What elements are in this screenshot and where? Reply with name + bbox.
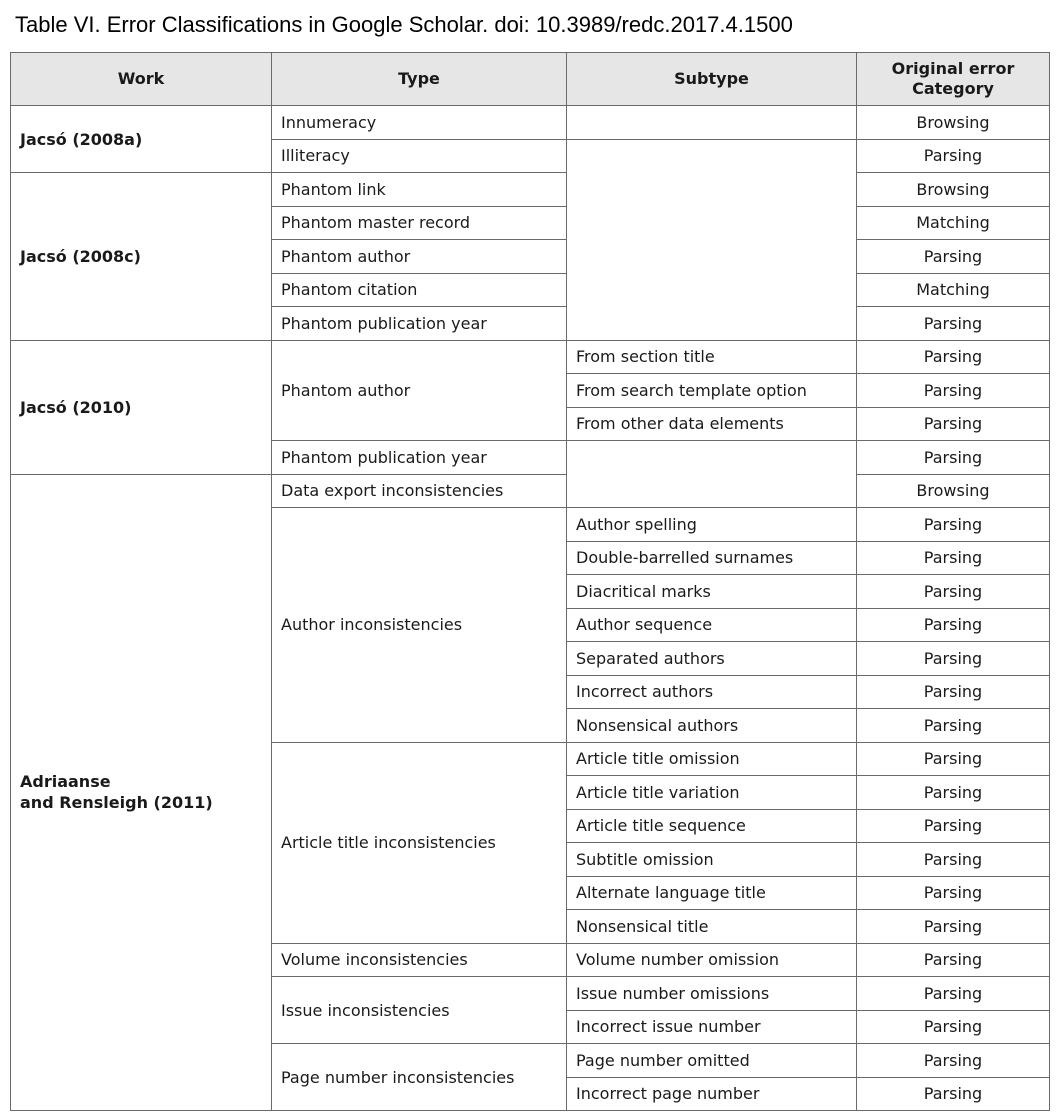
table-caption: Table VI. Error Classifications in Google Scholar. doi: 10.3989/redc.2017.4.1500 [15, 12, 793, 37]
type-cell: Author inconsistencies [272, 508, 567, 743]
subtype-cell: Double-barrelled surnames [567, 541, 857, 575]
header-row [11, 53, 1050, 106]
work-cell: Jacsó (2010) [11, 340, 272, 474]
category-cell: Parsing [857, 943, 1050, 977]
subtype-cell: Alternate language title [567, 876, 857, 910]
work-cell: Jacsó (2008a) [11, 106, 272, 173]
category-cell: Parsing [857, 742, 1050, 776]
category-cell: Parsing [857, 1077, 1050, 1111]
subtype-cell-empty [567, 441, 857, 508]
category-cell: Parsing [857, 776, 1050, 810]
type-cell: Phantom author [272, 240, 567, 274]
type-cell: Phantom citation [272, 273, 567, 307]
type-cell: Phantom master record [272, 206, 567, 240]
subtype-cell: From other data elements [567, 407, 857, 441]
subtype-cell: Subtitle omission [567, 843, 857, 877]
category-cell: Parsing [857, 374, 1050, 408]
category-cell: Parsing [857, 608, 1050, 642]
subtype-cell-empty [567, 106, 857, 140]
subtype-cell: Author spelling [567, 508, 857, 542]
category-cell: Parsing [857, 407, 1050, 441]
category-cell: Matching [857, 206, 1050, 240]
type-cell: Phantom publication year [272, 441, 567, 475]
category-cell: Parsing [857, 1010, 1050, 1044]
category-cell: Parsing [857, 508, 1050, 542]
subtype-cell: From search template option [567, 374, 857, 408]
table-row [11, 173, 1050, 207]
table-row [11, 474, 1050, 508]
type-cell: Phantom publication year [272, 307, 567, 341]
category-cell: Parsing [857, 139, 1050, 173]
type-cell: Illiteracy [272, 139, 567, 173]
error-classification-table [10, 52, 1050, 1111]
category-cell: Parsing [857, 977, 1050, 1011]
category-cell: Matching [857, 273, 1050, 307]
category-cell: Parsing [857, 307, 1050, 341]
subtype-cell: Article title variation [567, 776, 857, 810]
subtype-cell-empty [567, 139, 857, 340]
subtype-cell: Article title omission [567, 742, 857, 776]
category-cell: Parsing [857, 675, 1050, 709]
table-row [11, 340, 1050, 374]
category-cell: Parsing [857, 910, 1050, 944]
category-cell: Parsing [857, 843, 1050, 877]
category-cell: Parsing [857, 575, 1050, 609]
category-cell: Browsing [857, 173, 1050, 207]
table-row [11, 106, 1050, 140]
subtype-cell: Separated authors [567, 642, 857, 676]
subtype-cell: From section title [567, 340, 857, 374]
header-subtype: Subtype [567, 53, 857, 106]
work-line2: and Rensleigh (2011) [20, 793, 213, 813]
type-cell: Phantom link [272, 173, 567, 207]
header-category-line2: Category [912, 79, 994, 98]
header-category [857, 53, 1050, 106]
header-work: Work [11, 53, 272, 106]
type-cell: Volume inconsistencies [272, 943, 567, 977]
category-cell: Browsing [857, 106, 1050, 140]
work-cell [11, 474, 272, 1111]
category-cell: Parsing [857, 642, 1050, 676]
type-cell: Data export inconsistencies [272, 474, 567, 508]
category-cell: Parsing [857, 709, 1050, 743]
type-cell: Issue inconsistencies [272, 977, 567, 1044]
category-cell: Parsing [857, 541, 1050, 575]
work-line1: Adriaanse [20, 772, 111, 792]
category-cell: Browsing [857, 474, 1050, 508]
category-cell: Parsing [857, 1044, 1050, 1078]
category-cell: Parsing [857, 441, 1050, 475]
type-cell: Article title inconsistencies [272, 742, 567, 943]
subtype-cell: Nonsensical title [567, 910, 857, 944]
category-cell: Parsing [857, 240, 1050, 274]
subtype-cell: Page number omitted [567, 1044, 857, 1078]
category-cell: Parsing [857, 809, 1050, 843]
category-cell: Parsing [857, 876, 1050, 910]
type-cell: Page number inconsistencies [272, 1044, 567, 1111]
subtype-cell: Incorrect page number [567, 1077, 857, 1111]
subtype-cell: Author sequence [567, 608, 857, 642]
type-cell: Phantom author [272, 340, 567, 441]
subtype-cell: Article title sequence [567, 809, 857, 843]
subtype-cell: Nonsensical authors [567, 709, 857, 743]
type-cell: Innumeracy [272, 106, 567, 140]
category-cell: Parsing [857, 340, 1050, 374]
subtype-cell: Issue number omissions [567, 977, 857, 1011]
subtype-cell: Volume number omission [567, 943, 857, 977]
work-cell: Jacsó (2008c) [11, 173, 272, 341]
subtype-cell: Incorrect authors [567, 675, 857, 709]
header-type: Type [272, 53, 567, 106]
subtype-cell: Incorrect issue number [567, 1010, 857, 1044]
header-category-line1: Original error [891, 59, 1015, 78]
subtype-cell: Diacritical marks [567, 575, 857, 609]
